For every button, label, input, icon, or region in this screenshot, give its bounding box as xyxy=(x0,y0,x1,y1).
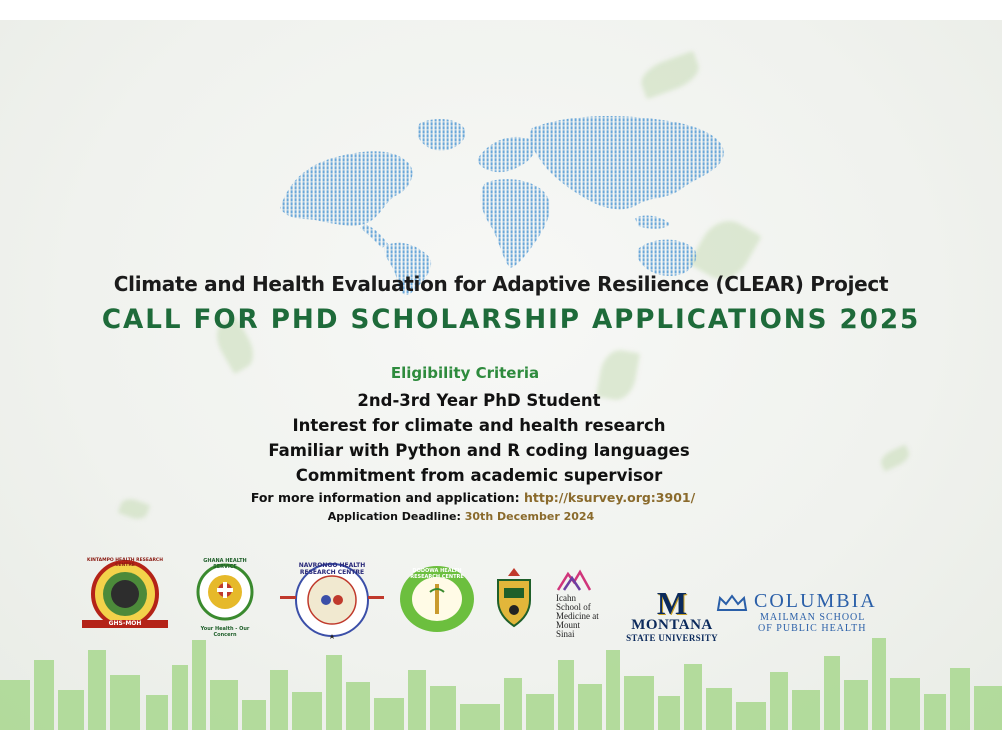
icahn-line: Medicine at xyxy=(556,611,599,621)
icahn-line: Icahn xyxy=(556,593,576,603)
deadline-date: 30th December 2024 xyxy=(464,510,595,523)
kintampo-sub: GHS-MOH xyxy=(108,620,142,627)
columbia-sub1: MAILMAN SCHOOL xyxy=(760,612,866,623)
navrongo-text: NAVRONGO HEALTH RESEARCH CENTRE xyxy=(298,562,366,576)
montana-sub: STATE UNIVERSITY xyxy=(626,633,718,643)
kintampo-text: KINTAMPO HEALTH RESEARCH CENTRE xyxy=(86,558,164,568)
icahn-line: Mount xyxy=(556,620,581,630)
montana-name: MONTANA xyxy=(631,617,713,633)
deadline-label: Application Deadline: xyxy=(327,510,461,523)
leaf-decoration xyxy=(637,51,704,100)
criteria-item: 2nd-3rd Year PhD Student xyxy=(357,391,601,410)
montana-m-mark: M xyxy=(656,585,688,621)
icahn-line: School of xyxy=(556,602,591,612)
more-info-line xyxy=(0,490,946,505)
world-map-graphic xyxy=(270,98,740,298)
criteria-item: Commitment from academic supervisor xyxy=(295,466,663,485)
crown-icon xyxy=(716,594,748,612)
eligibility-criteria-list xyxy=(0,388,958,488)
project-title: Climate and Health Evaluation for Adaptive Resilience (CLEAR) Project xyxy=(113,272,889,296)
ghs-tag: Your Health - Our Concern xyxy=(200,626,250,638)
icahn-mountain-icon xyxy=(556,568,592,592)
criteria-item: Interest for climate and health research xyxy=(292,416,666,435)
icahn-line: Sinai xyxy=(556,629,575,639)
dodowa-text: DODOWA HEALTH RESEARCH CENTRE xyxy=(410,568,464,580)
eligibility-heading: Eligibility Criteria xyxy=(390,364,540,382)
columbia-sub2: OF PUBLIC HEALTH xyxy=(758,623,867,634)
ghs-text: GHANA HEALTH SERVICE xyxy=(203,558,247,570)
poster xyxy=(0,20,1002,730)
columbia-name: COLUMBIA xyxy=(754,590,877,612)
deadline-line xyxy=(0,510,922,523)
application-link[interactable]: http://ksurvey.org:3901/ xyxy=(523,490,696,505)
call-title: CALL FOR PHD SCHOLARSHIP APPLICATIONS 2025 xyxy=(101,304,921,335)
more-info-label: For more information and application: xyxy=(250,490,520,505)
criteria-item: Familiar with Python and R coding languages xyxy=(268,441,690,460)
